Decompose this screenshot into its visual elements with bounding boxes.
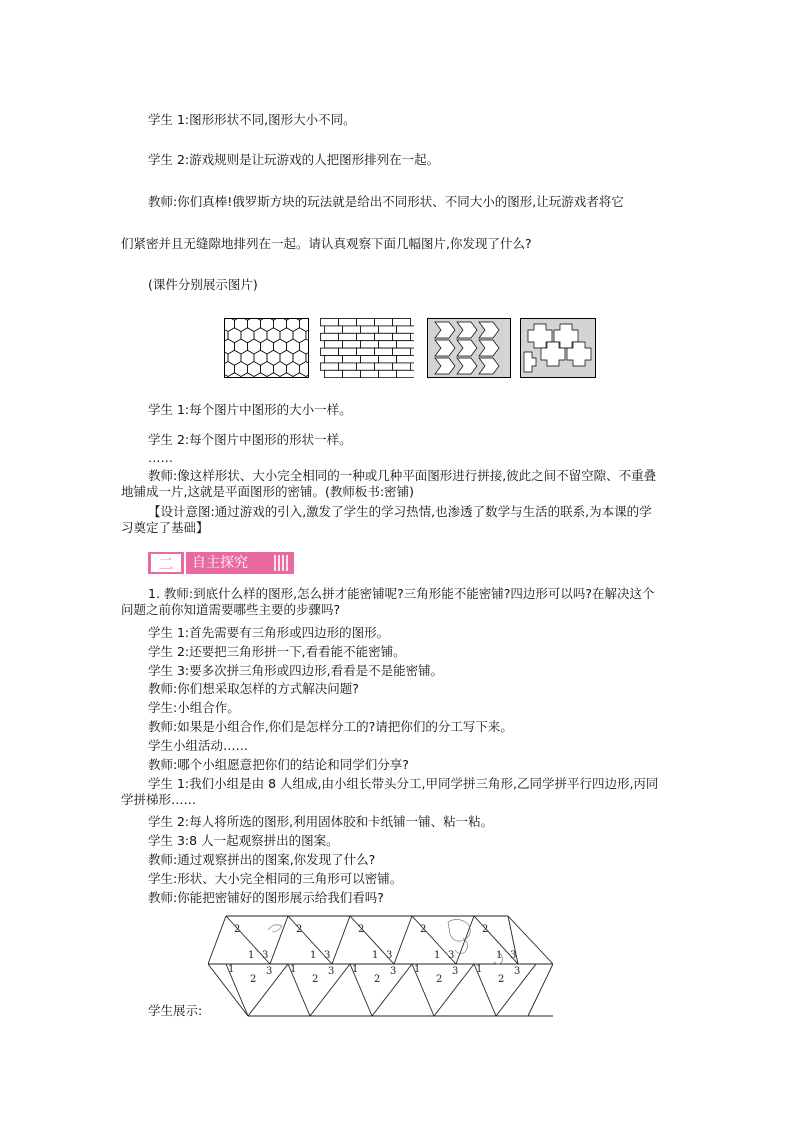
section-number: 二 <box>158 555 174 573</box>
teacher-line-a: 教师:你们真棒!俄罗斯方块的玩法就是给出不同形状、不同大小的图形,让玩游戏者将它 <box>148 194 624 209</box>
explore-line-11: 学生 3:8 人一起观察拼出的图案。 <box>148 833 339 848</box>
svg-text:3: 3 <box>386 950 393 961</box>
explore-line-4: 教师:你们想采取怎样的方式解决问题? <box>148 681 359 696</box>
explore-line-13: 学生:形状、大小完全相同的三角形可以密铺。 <box>148 871 403 886</box>
brick-tiling-figure <box>320 318 414 378</box>
svg-text:1: 1 <box>352 964 359 975</box>
explore-line-14: 教师:你能把密铺好的图形展示给我们看吗? <box>148 890 384 905</box>
svg-text:2: 2 <box>482 924 489 935</box>
svg-text:1: 1 <box>290 964 297 975</box>
svg-text:1: 1 <box>476 964 483 975</box>
svg-text:2: 2 <box>250 974 257 985</box>
svg-text:3: 3 <box>262 950 269 961</box>
explore-line-6: 教师:如果是小组合作,你们是怎样分工的?请把你们的分工写下来。 <box>148 719 513 734</box>
chevron-tiling-figure <box>427 318 511 378</box>
design-intent-note: 【设计意图:通过游戏的引入,激发了学生的学习热情,也渗透了数学与生活的联系,为本课的学习奠定了基础】 <box>121 504 652 535</box>
svg-text:3: 3 <box>514 966 521 977</box>
question-1: 1. 教师:到底什么样的图形,怎么拼才能密铺呢?三角形能不能密铺?四边形可以吗?在解决这个问题之前你知道需要哪些主要的步骤吗? <box>121 586 655 617</box>
cross-tiling-figure <box>520 318 596 378</box>
courseware-note: (课件分别展示图片) <box>148 277 258 292</box>
section-number-box <box>148 552 184 574</box>
svg-text:2: 2 <box>312 974 319 985</box>
svg-text:1: 1 <box>414 964 421 975</box>
svg-text:1: 1 <box>372 950 379 961</box>
svg-text:3: 3 <box>510 950 517 961</box>
svg-text:3: 3 <box>324 950 331 961</box>
student2-shape-line: 学生 2:每个图片中图形的形状一样。 <box>148 432 352 447</box>
svg-text:2: 2 <box>436 974 443 985</box>
tessellation-pictures <box>224 318 596 380</box>
explore-line-2: 学生 2:还要把三角形拼一下,看看能不能密铺。 <box>148 644 406 659</box>
svg-text:2: 2 <box>374 974 381 985</box>
svg-text:3: 3 <box>390 966 397 977</box>
svg-text:2: 2 <box>420 924 427 935</box>
svg-text:3: 3 <box>448 950 455 961</box>
teacher-tessellation-definition: 教师:像这样形状、大小完全相同的一种或几种平面图形进行拼接,彼此之间不留空隙、不重叠地铺成一片,这就是平面图形的密铺。(教师板书:密铺) <box>121 468 657 499</box>
svg-text:1: 1 <box>248 950 255 961</box>
teacher-line-b: 们紧密并且无缝隙地排列在一起。请认真观察下面几幅图片,你发现了什么? <box>121 236 532 251</box>
explore-line-1: 学生 1:首先需要有三角形或四边形的图形。 <box>148 625 390 640</box>
svg-text:2: 2 <box>358 924 365 935</box>
svg-text:2: 2 <box>234 924 241 935</box>
section-title-bar <box>186 552 294 574</box>
student-show-label: 学生展示: <box>148 1003 203 1018</box>
student1-line: 学生 1:图形形状不同,图形大小不同。 <box>148 112 356 127</box>
svg-text:1: 1 <box>310 950 317 961</box>
section-title: 自主探究 <box>192 555 248 571</box>
explore-line-8: 教师:哪个小组愿意把你们的结论和同学们分享? <box>148 757 409 772</box>
explore-line-5: 学生:小组合作。 <box>148 700 240 715</box>
svg-text:1: 1 <box>434 950 441 961</box>
svg-text:1: 1 <box>496 950 503 961</box>
explore-line-3: 学生 3:要多次拼三角形或四边形,看看是不是能密铺。 <box>148 663 444 678</box>
triangle-tessellation-figure <box>208 912 553 1018</box>
ellipsis-line: …… <box>148 450 173 465</box>
section-header <box>148 552 294 574</box>
student1-size-line: 学生 1:每个图片中图形的大小一样。 <box>148 402 352 417</box>
student2-line: 学生 2:游戏规则是让玩游戏的人把图形排列在一起。 <box>148 152 440 167</box>
explore-line-7: 学生小组活动…… <box>148 738 249 753</box>
svg-text:2: 2 <box>296 924 303 935</box>
svg-text:1: 1 <box>228 964 235 975</box>
hexagon-tiling-figure <box>224 318 309 378</box>
svg-text:3: 3 <box>266 966 273 977</box>
explore-line-12: 教师:通过观察拼出的图案,你发现了什么? <box>148 852 376 867</box>
explore-line-10: 学生 2:每人将所选的图形,利用固体胶和卡纸铺一铺、粘一粘。 <box>148 814 494 829</box>
svg-text:3: 3 <box>328 966 335 977</box>
svg-text:2: 2 <box>498 974 505 985</box>
svg-text:3: 3 <box>452 966 459 977</box>
explore-line-9: 学生 1:我们小组是由 8 人组成,由小组长带头分工,甲同学拼三角形,乙同学拼平行四边形,丙同学拼梯形…… <box>121 776 659 807</box>
